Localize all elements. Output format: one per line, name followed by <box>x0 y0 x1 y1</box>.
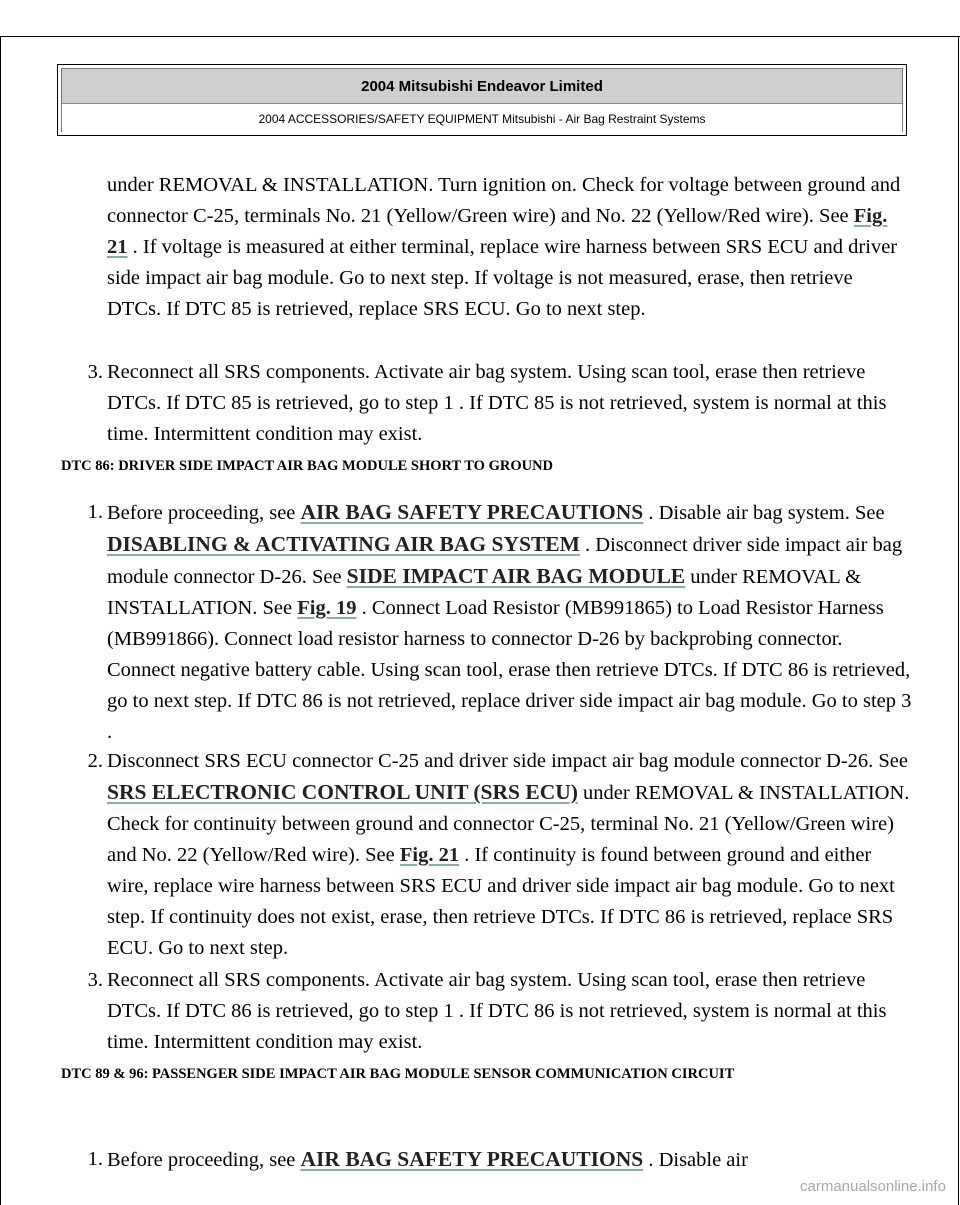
step-text-part: Before proceeding, see <box>107 502 301 524</box>
link-fig-21[interactable]: Fig. 21 <box>399 844 460 866</box>
header-inner <box>61 68 903 132</box>
step-text: Reconnect all SRS components. Activate air bag system. Using scan tool, erase then retrieve DTCs. If DTC 86 is retrieved, go to step 1 . If DTC 86 is not retrieved, system is normal at this time. Intermittent condition may exist. <box>107 969 887 1053</box>
step-text <box>107 1144 912 1176</box>
step-text-part: . Connect Load Resistor (MB991865) to Load Resistor Harness (MB991866). Connect load resistor harness to connector D-26 by backprobing connector. Connect negative battery cable. Using scan tool, erase then retrieve DTCs. If DTC 86 is retrieved, go to next step. If DTC 86 is not retrieved, replace driver side impact air bag module. Go to step 3 . <box>107 597 912 743</box>
step-number: 1. <box>87 1148 103 1170</box>
step-number: 3. <box>87 969 103 991</box>
step-text-part: Disconnect SRS ECU connector C-25 and driver side impact air bag module connector D-26. See <box>107 750 909 772</box>
link-side-impact-air-bag-module[interactable]: SIDE IMPACT AIR BAG MODULE <box>346 564 686 588</box>
frame-top-border <box>0 36 960 37</box>
step-text-part: Before proceeding, see <box>107 1149 301 1171</box>
step-text <box>107 497 912 748</box>
link-fig-19[interactable]: Fig. 19 <box>297 597 357 619</box>
header-subtitle: 2004 ACCESSORIES/SAFETY EQUIPMENT Mitsubishi - Air Bag Restraint Systems <box>62 104 902 134</box>
step-text-part: . Disable air bag system. See <box>643 502 885 524</box>
section-heading-dtc86: DTC 86: DRIVER SIDE IMPACT AIR BAG MODULE SHORT TO GROUND <box>61 458 554 474</box>
link-air-bag-safety-precautions[interactable]: AIR BAG SAFETY PRECAUTIONS <box>300 500 644 524</box>
intro-paragraph <box>107 170 907 325</box>
intro-text-2: . If voltage is measured at either terminal, replace wire harness between SRS ECU and driver side impact air bag module. Go to next step. If voltage is not measured, erase, then retrieve DTCs. If DTC 85 is retrieved, replace SRS ECU. Go to next step. <box>107 236 898 320</box>
link-air-bag-safety-precautions[interactable]: AIR BAG SAFETY PRECAUTIONS <box>300 1147 644 1171</box>
header-title: 2004 Mitsubishi Endeavor Limited <box>62 69 902 104</box>
step-text-part: under REMOVAL & INSTALLATION. Check for continuity between ground and connector C-25, terminal No. 21 (Yellow/Green wire) and No. 22 (Yellow/Red wire). See <box>107 782 910 866</box>
step-text: Reconnect all SRS components. Activate air bag system. Using scan tool, erase then retrieve DTCs. If DTC 85 is retrieved, go to step 1 . If DTC 85 is not retrieved, system is normal at this time. Intermittent condition may exist. <box>107 361 887 445</box>
intro-text-1: under REMOVAL & INSTALLATION. Turn ignition on. Check for voltage between ground and connector C-25, terminals No. 21 (Yellow/Green wire) and No. 22 (Yellow/Red wire). See <box>107 174 901 227</box>
frame-left-border <box>0 36 1 1205</box>
step-text-part: . Disconnect driver side impact air bag module connector D-26. See <box>107 534 903 588</box>
step-text-part: under REMOVAL & INSTALLATION. See <box>107 566 862 619</box>
link-disabling-activating[interactable]: DISABLING & ACTIVATING AIR BAG SYSTEM <box>107 532 580 556</box>
frame-right-border <box>958 36 959 1205</box>
step-text <box>107 746 912 964</box>
section-heading-dtc89-96: DTC 89 & 96: PASSENGER SIDE IMPACT AIR BAG MODULE SENSOR COMMUNICATION CIRCUIT <box>61 1066 735 1082</box>
step-number: 3. <box>87 361 103 383</box>
step-text-part: . If continuity is found between ground and either wire, replace wire harness between SRS ECU and driver side impact air bag module. Go to next step. If continuity does not exist, erase, then retrieve DTCs. If DTC 86 is retrieved, replace SRS ECU. Go to next step. <box>107 844 895 959</box>
document-header <box>57 64 907 136</box>
link-srs-ecu[interactable]: SRS ELECTRONIC CONTROL UNIT (SRS ECU) <box>107 780 578 804</box>
step-text-part: . Disable air <box>643 1149 748 1171</box>
watermark: carmanualsonline.info <box>800 1178 946 1195</box>
link-fig-21[interactable]: Fig. 21 <box>107 205 888 258</box>
step-number: 1. <box>87 501 103 523</box>
step-number: 2. <box>87 750 103 772</box>
